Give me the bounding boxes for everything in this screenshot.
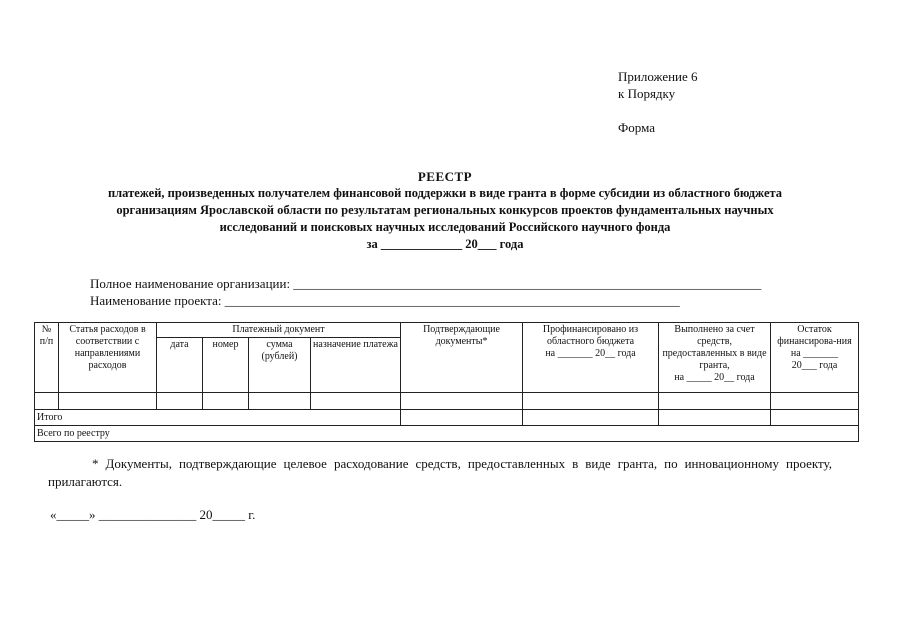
grand-total-row [35,426,859,442]
header-funded-text: Профинансировано из областного бюджета [542,324,639,347]
header-doc-number: номер [203,338,249,393]
table-row [35,393,859,410]
org-name-field: Полное наименование организации: ________________________________________________________________________ [90,276,762,291]
header-confirming-documents: Подтверждающие документы* [401,323,523,393]
header-expense-article: Статья расходов в соответствии с направлениями расходов [59,323,157,393]
table-cell [401,393,523,410]
payments-registry-table [34,322,859,442]
header-sum: сумма (рублей) [249,338,311,393]
table-cell [311,393,401,410]
organization-fields [90,275,761,309]
project-name-field: Наименование проекта: ______________________________________________________________________ [90,293,680,308]
table-cell [249,393,311,410]
table-cell [523,410,659,426]
title-line-2: организациям Ярославской области по результатам региональных конкурсов проектов фундаментальных научных [116,203,774,217]
table-cell [35,393,59,410]
header-purpose: назначение платежа [311,338,401,393]
table-cell [771,393,859,410]
grand-total-label: Всего по реестру [35,426,859,442]
header-remainder-year: 20___ года [791,360,838,371]
total-label: Итого [35,410,401,426]
title-period: за _____________ 20___ года [366,237,524,251]
form-label: Форма [618,120,655,135]
table-cell [659,410,771,426]
signature-date-line: «_____» _______________ 20_____ г. [50,507,256,522]
header-remainder-text: Остаток финансирова-ния [777,324,852,347]
table-header-row [35,323,859,338]
header-completed-date: на _____ 20__ года [674,372,755,383]
appendix-block [618,68,698,136]
header-funded-date: на _______ 20__ года [545,348,636,359]
appendix-number: Приложение 6 [618,69,698,84]
header-remainder [771,323,859,393]
table-cell [771,410,859,426]
table-cell [523,393,659,410]
header-number: № п/п [35,323,59,393]
title-line-1: платежей, произведенных получателем финансовой поддержки в виде гранта в форме субсидии из областного бюджета [107,186,783,200]
header-remainder-on: на _______ [790,348,839,359]
table-cell [59,393,157,410]
table-cell [401,410,523,426]
document-title [40,168,850,253]
title-line-3: исследований и поисковых научных исследований Российского научного фонда [219,220,671,234]
title-heading: РЕЕСТР [417,169,473,184]
table-cell [659,393,771,410]
header-completed-text: Выполнено за счет средств, предоставленных в виде гранта, [662,324,767,371]
header-completed [659,323,771,393]
footnote: * Документы, подтверждающие целевое расходование средств, предоставленных в виде гранта, по инновационному проекту, прилагаются. [48,456,832,489]
total-row [35,410,859,426]
appendix-order: к Порядку [618,86,676,101]
header-date: дата [157,338,203,393]
header-payment-document: Платежный документ [157,323,401,338]
table-cell [203,393,249,410]
header-funded [523,323,659,393]
table-cell [157,393,203,410]
